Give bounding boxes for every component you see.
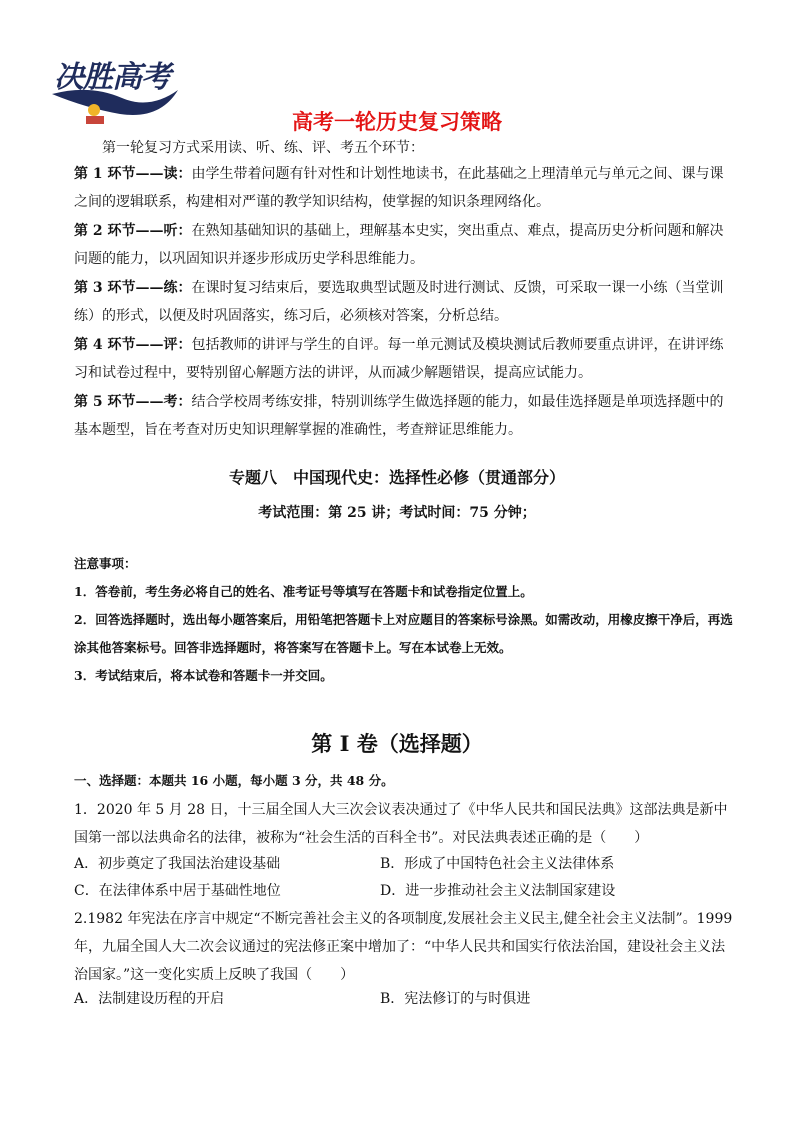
intro-text: 第一轮复习方式采用读、听、练、评、考五个环节：: [102, 140, 424, 156]
step-text: 在熟知基础知识的基础上，理解基本史实，突出重点、难点，提高历史分析问题和解决问题的能力，以巩固知识并逐步形成历史学科思维能力。: [74, 223, 724, 267]
question-1-option-a: A．初步奠定了我国法治建设基础: [74, 856, 281, 872]
question-1-option-c: C．在法律体系中居于基础性地位: [74, 883, 281, 899]
step-label: 第 1 环节——读：: [74, 166, 192, 182]
section-heading: 一、选择题：本题共 16 小题，每小题 3 分，共 48 分。: [74, 773, 394, 788]
step-2: [74, 217, 734, 273]
notes-section: [74, 550, 734, 690]
step-label: 第 3 环节——练：: [74, 280, 192, 296]
question-2-option-a: A．法制建设历程的开启: [74, 991, 225, 1007]
step-label: 第 4 环节——评：: [74, 337, 192, 353]
note-item: 3．考试结束后，将本试卷和答题卡一并交回。: [74, 668, 333, 683]
part-title: 第 I 卷（选择题）: [311, 731, 483, 756]
question-1-option-d: D．进一步推动社会主义法制国家建设: [380, 883, 616, 899]
step-label: 第 5 环节——考：: [74, 394, 192, 410]
step-5: [74, 388, 734, 444]
document-title: 高考一轮历史复习策略: [292, 110, 502, 134]
step-text: 包括教师的讲评与学生的自评。每一单元测试及模块测试后教师要重点讲评，在讲评练习和试卷过程中，要特别留心解题方法的讲评，从而减少解题错误，提高应试能力。: [74, 337, 724, 381]
logo-text: 决胜高考: [54, 60, 170, 95]
question-1-stem: 1．2020 年 5 月 28 日，十三届全国人大三次会议表决通过了《中华人民共和国民法典》这部法典是新中国第一部以法典命名的法律，被称为“社会生活的百科全书”。对民法典表述正确的是（ ）: [74, 802, 728, 846]
question-1-option-b: B．形成了中国特色社会主义法律体系: [380, 856, 615, 872]
step-label: 第 2 环节——听：: [74, 223, 192, 239]
exam-info: 考试范围：第 25 讲；考试时间：75 分钟；: [258, 505, 536, 521]
step-3: [74, 274, 734, 330]
step-text: 在课时复习结束后，要选取典型试题及时进行测试、反馈，可采取一课一小练（当堂训练）的形式，以便及时巩固落实，练习后，必须核对答案，分析总结。: [74, 280, 724, 324]
step-4: [74, 331, 734, 387]
question-2-option-b: B．宪法修订的与时俱进: [380, 991, 531, 1007]
note-item: 2．回答选择题时，选出每小题答案后，用铅笔把答题卡上对应题目的答案标号涂黑。如需改动，用橡皮擦干净后，再选涂其他答案标号。回答非选择题时，将答案写在答题卡上。写在本试卷上无效。: [74, 612, 733, 655]
notes-heading: 注意事项：: [74, 556, 137, 571]
step-text: 结合学校周考练安排，特别训练学生做选择题的能力，如最佳选择题是单项选择题中的基本题型，旨在考查对历史知识理解掌握的准确性，考查辩证思维能力。: [74, 394, 724, 438]
question-2-stem: 2.1982 年宪法在序言中规定“不断完善社会主义的各项制度,发展社会主义民主,健全社会主义法制”。1999 年，九届全国人大二次会议通过的宪法修正案中增加了：“中华人民共和国实行依法治国，建设社会主义法治国家。”这一变化实质上反映了我国（ ）: [74, 911, 733, 983]
step-1: [74, 160, 734, 216]
note-item: 1．答卷前，考生务必将自己的姓名、准考证号等填写在答题卡和试卷指定位置上。: [74, 584, 533, 599]
topic-title: 专题八 中国现代史：选择性必修（贯通部分）: [228, 468, 565, 487]
step-text: 由学生带着问题有针对性和计划性地读书，在此基础之上理清单元与单元之间、课与课之间的逻辑联系，构建相对严谨的教学知识结构，使掌握的知识条理网络化。: [74, 166, 724, 210]
